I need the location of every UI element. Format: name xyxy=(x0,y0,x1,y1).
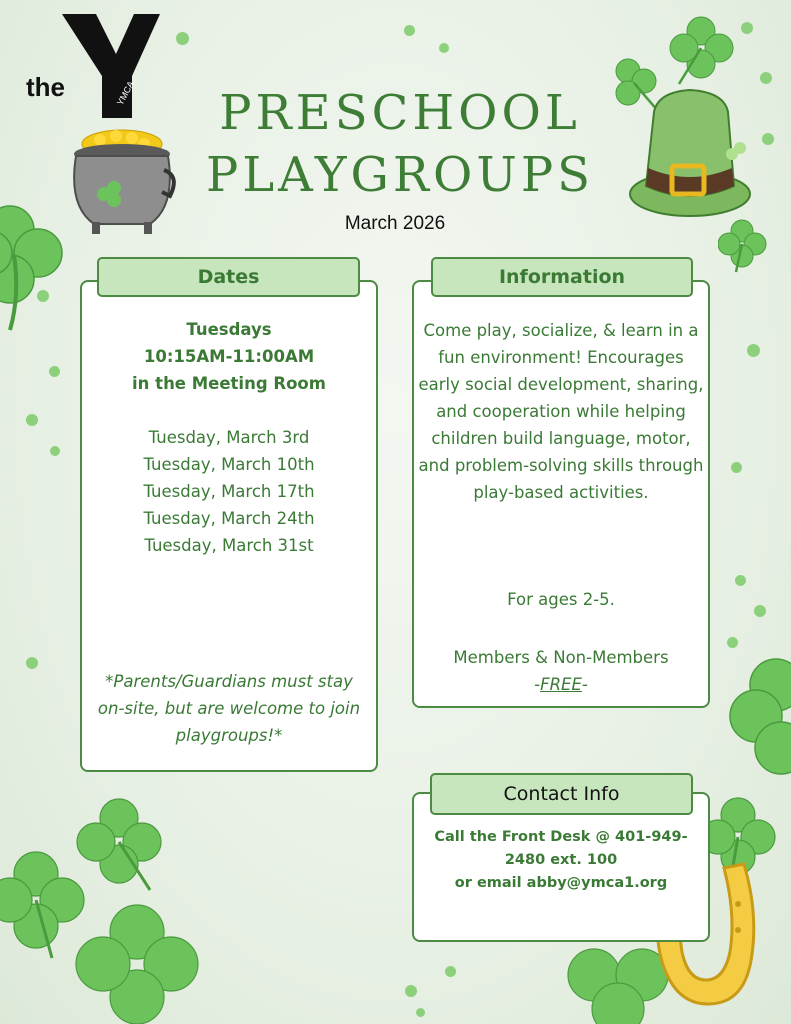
dates-list xyxy=(80,424,378,559)
decor-dot xyxy=(741,22,753,34)
clover-icon xyxy=(667,14,737,86)
decor-dot xyxy=(405,985,417,997)
decor-dot xyxy=(416,1008,425,1017)
clover-icon xyxy=(0,195,70,335)
information-tab: Information xyxy=(431,257,693,297)
date-item: Tuesday, March 17th xyxy=(143,482,315,501)
decor-dot xyxy=(760,72,772,84)
logo-ymca-text: YMCA xyxy=(114,79,136,107)
information-body: Come play, socialize, & learn in a fun environment! Encourages early social development, sharing, and cooperation while helping children build language, motor, and problem-solving skills through play-based activities. xyxy=(418,321,704,502)
page-subtitle: March 2026 xyxy=(344,213,446,234)
decor-dot xyxy=(731,462,742,473)
date-item: Tuesday, March 24th xyxy=(143,509,315,528)
logo-the-text: the xyxy=(26,72,65,102)
date-item: Tuesday, March 10th xyxy=(143,455,315,474)
information-members xyxy=(412,644,710,698)
dates-location: in the Meeting Room xyxy=(132,374,326,393)
decor-dot xyxy=(439,43,449,53)
decor-dot xyxy=(49,366,60,377)
decor-dot xyxy=(747,344,760,357)
members-label: Members & Non-Members xyxy=(453,648,669,667)
decor-dot xyxy=(754,605,766,617)
clover-icon xyxy=(718,218,768,274)
title-line-1: PRESCHOOL xyxy=(219,85,581,141)
decor-dot xyxy=(26,657,38,669)
dates-time: 10:15AM-11:00AM xyxy=(143,347,315,366)
clover-icon xyxy=(75,902,205,1024)
decor-dot xyxy=(445,966,456,977)
decor-dot xyxy=(26,414,38,426)
ymca-y-icon xyxy=(62,14,162,119)
decor-dot xyxy=(50,446,60,456)
clover-icon xyxy=(726,650,791,790)
dates-schedule xyxy=(80,316,378,397)
contact-details xyxy=(418,826,704,895)
page-title xyxy=(150,82,650,206)
date-item: Tuesday, March 3rd xyxy=(148,428,310,447)
ymca-logo xyxy=(22,14,162,124)
decor-dot xyxy=(727,637,738,648)
date-item: Tuesday, March 31st xyxy=(144,536,314,555)
decor-dot xyxy=(176,32,189,45)
clover-icon xyxy=(0,848,86,960)
dates-tab: Dates xyxy=(97,257,360,297)
free-label: FREE xyxy=(540,675,582,694)
contact-email: or email abby@ymca1.org xyxy=(454,875,668,891)
decor-dot xyxy=(404,25,415,36)
information-ages: For ages 2-5. xyxy=(507,590,615,609)
decor-dot xyxy=(735,575,746,586)
contact-phone: Call the Front Desk @ 401-949-2480 ext. 100 xyxy=(434,829,688,868)
decor-dot xyxy=(762,133,774,145)
dates-note: *Parents/Guardians must stay on-site, but are welcome to join playgroups!* xyxy=(97,672,361,745)
title-line-2: PLAYGROUPS xyxy=(205,147,595,203)
dates-day: Tuesdays xyxy=(186,320,272,339)
free-line: -FREE- xyxy=(534,675,588,694)
contact-tab: Contact Info xyxy=(430,773,693,815)
clover-icon xyxy=(74,794,164,894)
